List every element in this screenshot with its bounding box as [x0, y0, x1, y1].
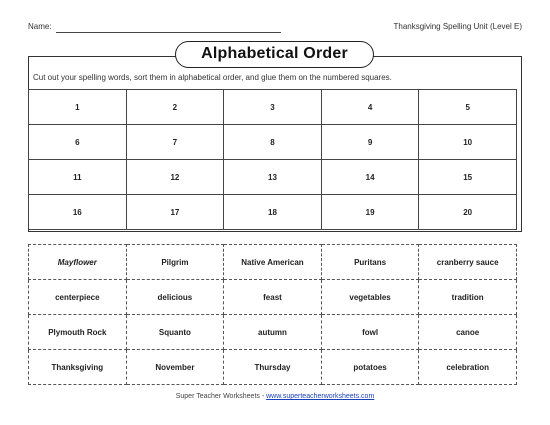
word-card: Plymouth Rock	[29, 315, 127, 350]
numbered-square: 6	[29, 125, 127, 160]
word-row	[29, 280, 517, 315]
numbered-square: 3	[224, 90, 322, 125]
numbered-square: 18	[224, 195, 322, 230]
numbered-square: 5	[419, 90, 517, 125]
grid-row	[29, 195, 517, 230]
word-card: Puritans	[321, 245, 419, 280]
numbered-square: 9	[321, 125, 419, 160]
unit-title: Thanksgiving Spelling Unit (Level E)	[393, 22, 522, 31]
word-card: vegetables	[321, 280, 419, 315]
name-line	[56, 32, 281, 33]
grid-row	[29, 90, 517, 125]
word-card: Pilgrim	[126, 245, 224, 280]
word-card: delicious	[126, 280, 224, 315]
numbered-square: 12	[126, 160, 224, 195]
word-card: tradition	[419, 280, 517, 315]
numbered-square: 4	[321, 90, 419, 125]
word-card: Mayflower	[29, 245, 127, 280]
word-card: canoe	[419, 315, 517, 350]
numbered-square: 2	[126, 90, 224, 125]
word-card: potatoes	[321, 350, 419, 385]
instructions: Cut out your spelling words, sort them in alphabetical order, and glue them on the numbered squares.	[33, 73, 392, 82]
word-card: Squanto	[126, 315, 224, 350]
numbered-square: 14	[321, 160, 419, 195]
footer-link[interactable]: www.superteacherworksheets.com	[266, 393, 375, 400]
word-card: cranberry sauce	[419, 245, 517, 280]
numbered-square: 10	[419, 125, 517, 160]
word-card: Thursday	[224, 350, 322, 385]
footer-text: Super Teacher Worksheets -	[175, 393, 267, 400]
grid-row	[29, 125, 517, 160]
numbered-square: 15	[419, 160, 517, 195]
word-card: centerpiece	[29, 280, 127, 315]
word-card: fowl	[321, 315, 419, 350]
worksheet-header	[28, 22, 522, 36]
footer	[0, 393, 550, 400]
word-card: November	[126, 350, 224, 385]
numbered-squares-grid	[28, 89, 517, 230]
word-row	[29, 245, 517, 280]
word-row	[29, 350, 517, 385]
word-card: feast	[224, 280, 322, 315]
numbered-square: 1	[29, 90, 127, 125]
word-card: Thanksgiving	[29, 350, 127, 385]
word-card: celebration	[419, 350, 517, 385]
word-card: Native American	[224, 245, 322, 280]
word-card: autumn	[224, 315, 322, 350]
worksheet-title: Alphabetical Order	[175, 41, 374, 68]
numbered-square: 13	[224, 160, 322, 195]
numbered-square: 8	[224, 125, 322, 160]
numbered-square: 20	[419, 195, 517, 230]
spelling-words-cutouts	[28, 244, 517, 385]
numbered-square: 19	[321, 195, 419, 230]
grid-row	[29, 160, 517, 195]
numbered-square: 17	[126, 195, 224, 230]
numbered-square: 11	[29, 160, 127, 195]
name-label: Name:	[28, 22, 52, 31]
word-row	[29, 315, 517, 350]
numbered-square: 16	[29, 195, 127, 230]
numbered-square: 7	[126, 125, 224, 160]
